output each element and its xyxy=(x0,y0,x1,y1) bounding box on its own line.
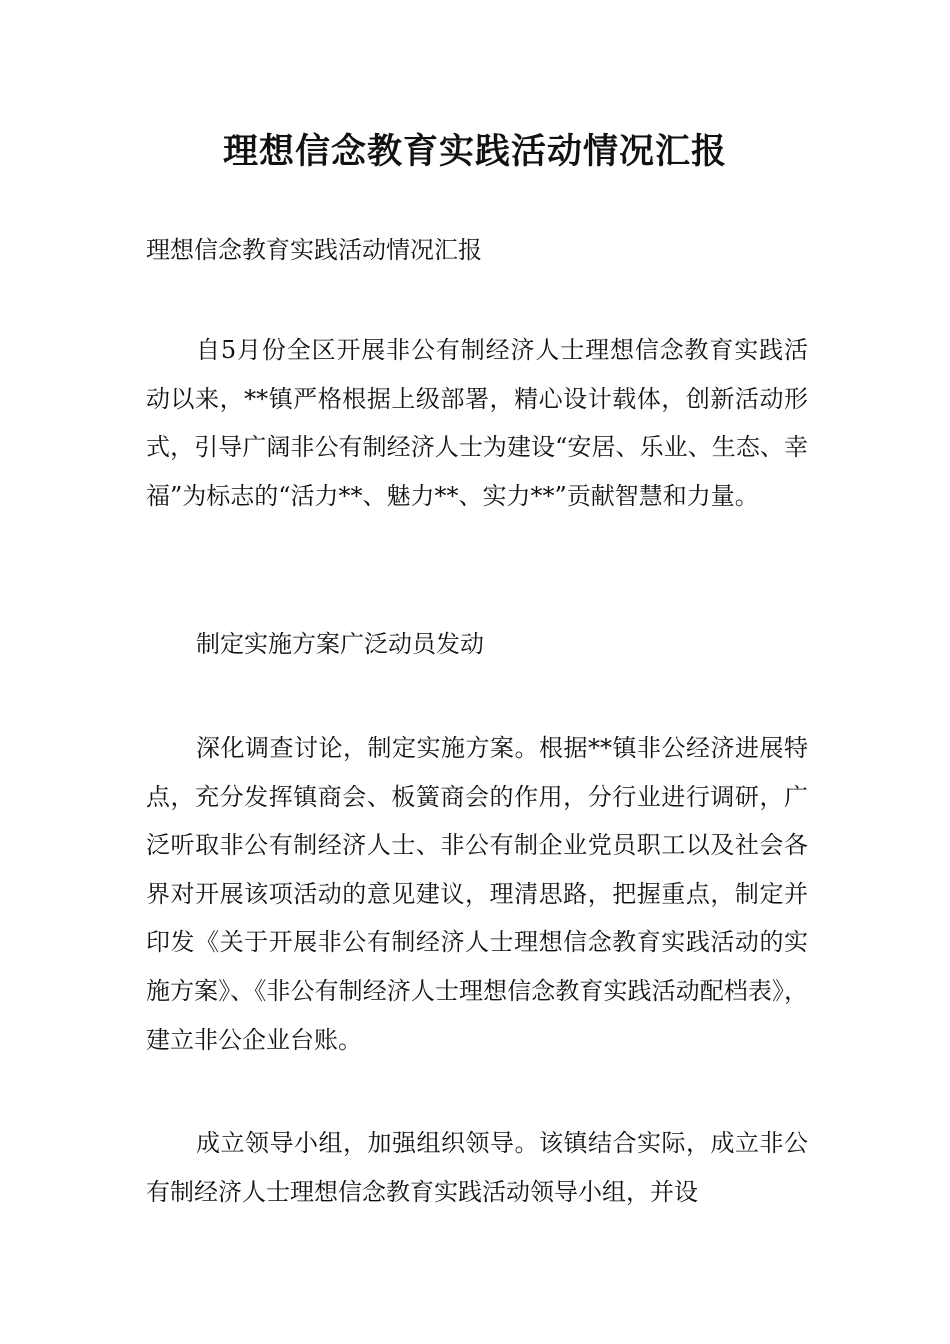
document-subtitle: 理想信念教育实践活动情况汇报 xyxy=(146,236,482,264)
leadership-paragraph: 成立领导小组，加强组织领导。该镇结合实际，成立非公有制经济人士理想信念教育实践活动领导小组，并设 xyxy=(146,1129,808,1206)
section-heading: 制定实施方案广泛动员发动 xyxy=(196,630,484,658)
document-title: 理想信念教育实践活动情况汇报 xyxy=(222,132,727,172)
intro-paragraph: 自5月份全区开展非公有制经济人士理想信念教育实践活动以来，**镇严格根据上级部署，精心设计载体，创新活动形式，引导广阔非公有制经济人士为建设“安居、乐业、生态、幸福”为标志的“活力**、魅力**、实力**”贡献智慧和力量。 xyxy=(146,336,808,510)
implementation-paragraph: 深化调查讨论，制定实施方案。根据**镇非公经济进展特点，充分发挥镇商会、板簧商会的作用，分行业进行调研，广泛听取非公有制经济人士、非公有制企业党员职工以及社会各界对开展该项活动的意见建议，理清思路，把握重点，制定并印发《关于开展非公有制经济人士理想信念教育实践活动的实施方案》、《非公有制经济人士理想信念教育实践活动配档表》，建立非公企业台账。 xyxy=(146,734,808,1054)
